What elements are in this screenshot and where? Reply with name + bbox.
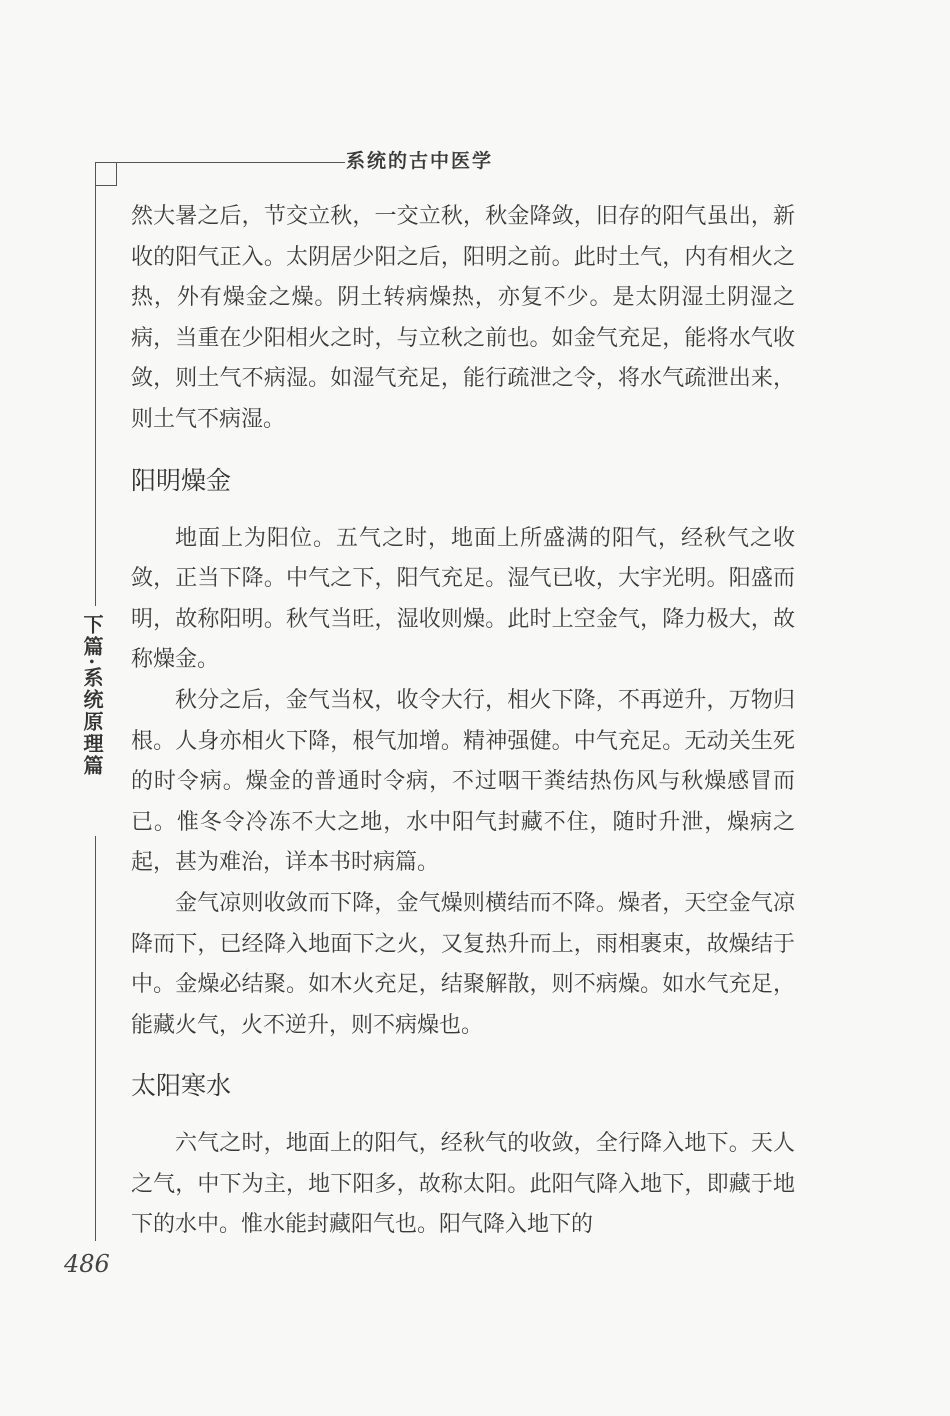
paragraph: 六气之时，地面上的阳气，经秋气的收敛，全行降入地下。天人之气，中下为主，地下阳多，故称太阳。此阳气降入地下，即藏于地下的水中。惟水能封藏阳气也。阳气降入地下的: [131, 1131, 795, 1238]
header-corner-box: [95, 162, 117, 186]
body-text: [131, 197, 795, 1246]
running-header: 系统的古中医学: [346, 150, 494, 172]
side-rule-top: [95, 186, 96, 606]
paragraph: 然大暑之后，节交立秋，一交立秋，秋金降敛，旧存的阳气虽出，新收的阳气正入。太阴居少阳之后，阳明之前。此时土气，内有相火之热，外有燥金之燥。阴土转病燥热，亦复不少。是太阴湿土阴湿之病，当重在少阳相火之时，与立秋之前也。如金气充足，能将水气收敛，则土气不病湿。如湿气充足，能行疏泄之令，将水气疏泄出来，则土气不病湿。: [131, 204, 795, 432]
paragraph: 秋分之后，金气当权，收令大行，相火下降，不再逆升，万物归根。人身亦相火下降，根气加增。精神强健。中气充足。无动关生死的时令病。燥金的普通时令病，不过咽干粪结热伤风与秋燥感冒而已。惟冬令冷冻不大之地，水中阳气封藏不住，随时升泄，燥病之起，甚为难治，详本书时病篇。: [131, 687, 795, 876]
section-heading: 太阳寒水: [131, 1071, 232, 1101]
side-rule-bottom: [95, 836, 96, 1241]
page-number: 486: [64, 1250, 110, 1278]
paragraph: 金气凉则收敛而下降，金气燥则横结而不降。燥者，天空金气凉降而下，已经降入地面下之火，又复热升而上，雨相裹束，故燥结于中。金燥必结聚。如木火充足，结聚解散，则不病燥。如水气充足，能藏火气，火不逆升，则不病燥也。: [131, 890, 795, 1038]
section-heading: 阳明燥金: [131, 465, 232, 495]
side-section-label: 下篇·系统原理篇: [80, 614, 104, 777]
header-rule: [95, 162, 345, 163]
paragraph: 地面上为阳位。五气之时，地面上所盛满的阳气，经秋气之收敛，正当下降。中气之下，阳气充足。湿气已收，大宇光明。阳盛而明，故称阳明。秋气当旺，湿收则燥。此时上空金气，降力极大，故称燥金。: [131, 525, 795, 673]
